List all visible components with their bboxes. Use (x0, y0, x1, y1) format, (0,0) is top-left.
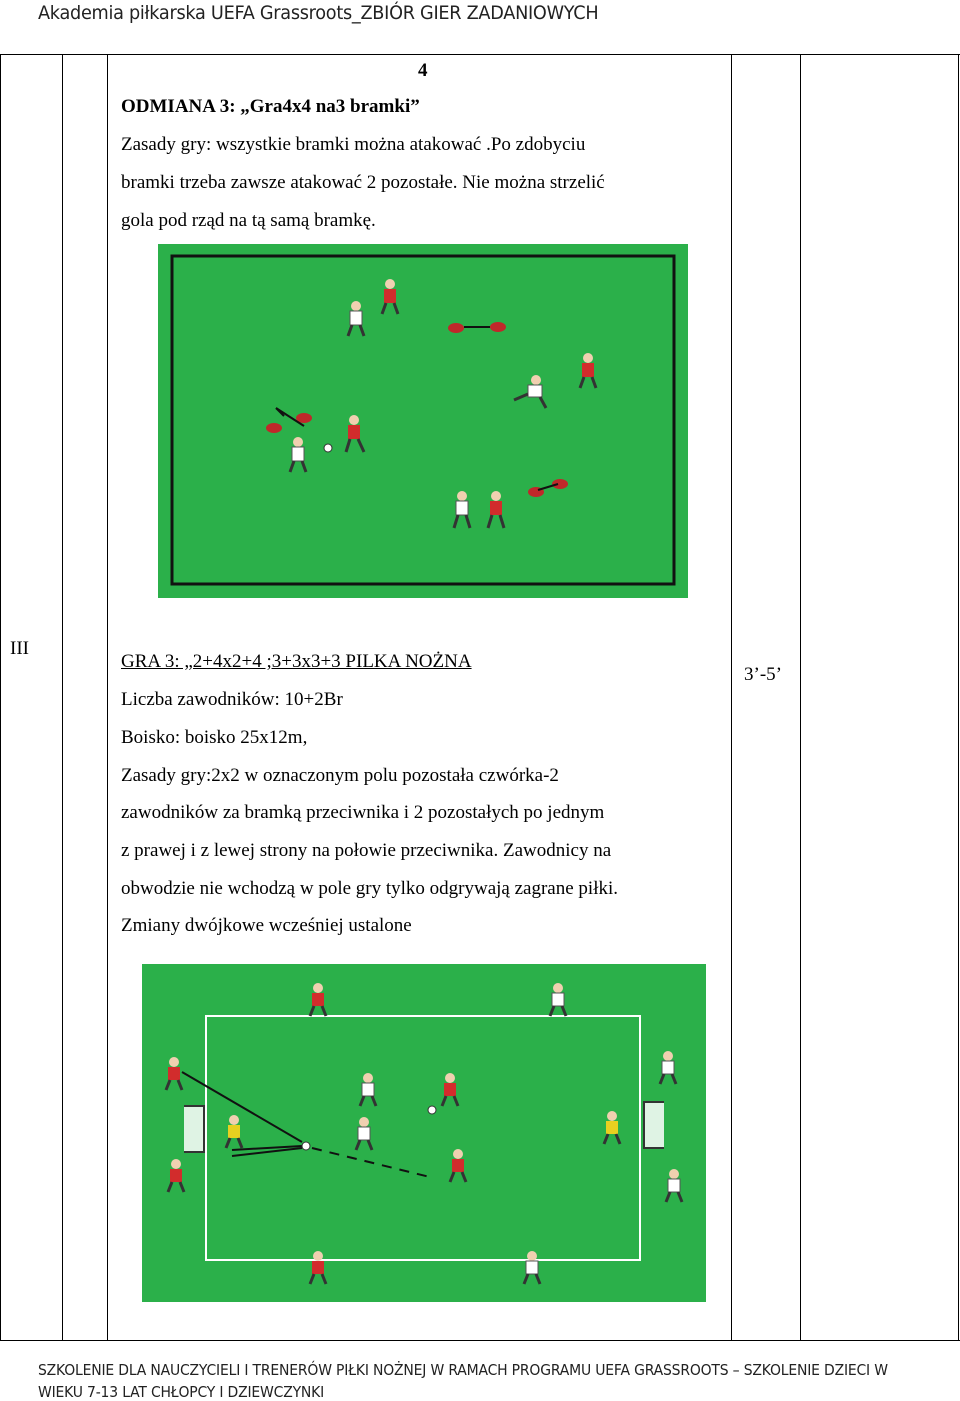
table-col-border (958, 54, 959, 1341)
ball (324, 444, 332, 452)
duration: 3’-5’ (744, 664, 782, 685)
pitch-diagram-4v4-3-goals (158, 244, 688, 598)
pitch-diagram-game-3 (142, 964, 706, 1302)
game-title: GRA 3: „2+4x2+4 ;3+3x3+3 PILKA NOŻNA (121, 651, 472, 672)
ball (428, 1106, 436, 1114)
footer-line: SZKOLENIE DLA NAUCZYCIELI I TRENERÓW PIŁKI NOŻNEJ W RAMACH PROGRAMU UEFA GRASSROOTS – SZKOLENIE DZIECI W (38, 1361, 888, 1379)
game-rules: z prawej i z lewej strony na połowie przeciwnika. Zawodnicy na (121, 840, 612, 861)
document-header: Akademia piłkarska UEFA Grassroots_ZBIÓR GIER ZADANIOWYCH (38, 2, 599, 24)
goal-right (644, 1102, 664, 1148)
ball (302, 1142, 310, 1150)
odmiana-title: ODMIANA 3: „Gra4x4 na3 bramki” (121, 96, 420, 117)
game-rules: Zmiany dwójkowe wcześniej ustalone (121, 915, 412, 936)
game-rules: Zasady gry:2x2 w oznaczonym polu pozostała czwórka-2 (121, 765, 559, 786)
table-col-border (800, 54, 801, 1341)
row-label: III (10, 638, 29, 659)
pitch-size: Boisko: boisko 25x12m, (121, 727, 308, 748)
game-rules: obwodzie nie wchodzą w pole gry tylko odgrywają zagrane piłki. (121, 878, 619, 899)
table-col-border (731, 54, 732, 1341)
table-col-border (0, 54, 1, 1341)
table-top-border (0, 54, 960, 55)
footer-line: WIEKU 7-13 LAT CHŁOPCY I DZIEWCZYNKI (38, 1383, 325, 1401)
page-number: 4 (418, 60, 428, 81)
odmiana-rules: gola pod rząd na tą samą bramkę. (121, 210, 376, 231)
odmiana-rules: bramki trzeba zawsze atakować 2 pozostałe. Nie można strzelić (121, 172, 605, 193)
goal-left (184, 1106, 204, 1152)
table-col-border (62, 54, 63, 1341)
table-col-border (107, 54, 108, 1341)
table-bottom-border (0, 1340, 960, 1341)
players-count: Liczba zawodników: 10+2Br (121, 689, 343, 710)
odmiana-rules: Zasady gry: wszystkie bramki można atakować .Po zdobyciu (121, 134, 586, 155)
game-rules: zawodników za bramką przeciwnika i 2 pozostałych po jednym (121, 802, 605, 823)
